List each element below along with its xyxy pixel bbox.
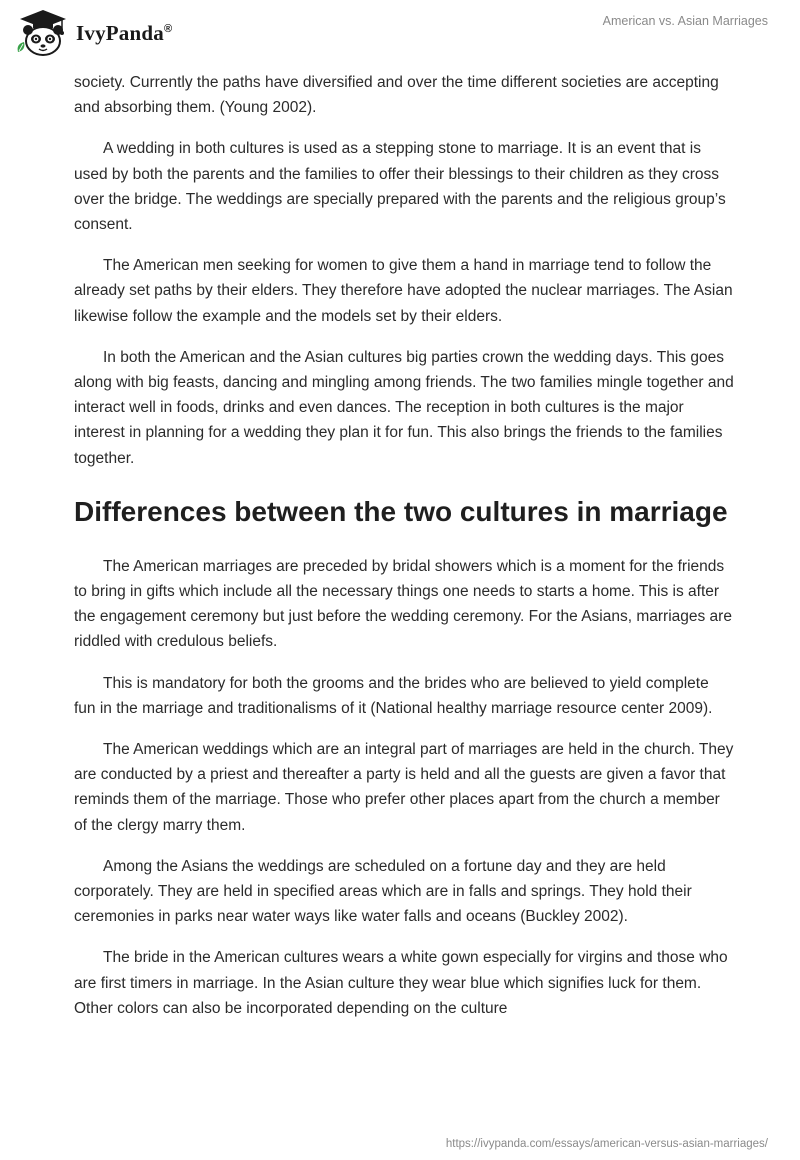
logo-name: IvyPanda xyxy=(76,20,164,45)
ivypanda-logo[interactable] xyxy=(14,8,194,58)
paragraph: This is mandatory for both the grooms and the brides who are believed to yield complete fun in the marriage and traditionalisms of it (National healthy marriage resource center 2009). xyxy=(74,674,713,717)
paragraph: The bride in the American cultures wears a white gown especially for virgins and those who are first timers in marriage. In the Asian culture they wear blue which signifies luck for them. Other colors can also be incorporated depending on the culture xyxy=(74,949,728,1017)
registered-mark: ® xyxy=(163,22,173,35)
logo-wordmark xyxy=(76,21,172,46)
essay-body xyxy=(74,70,734,1037)
paragraph: Among the Asians the weddings are scheduled on a fortune day and they are held corporately. They are held in specified areas which are in falls and springs. They hold their ceremonies in parks near water ways like water falls and oceans (Buckley 2002). xyxy=(74,857,692,926)
paragraph: The American weddings which are an integral part of marriages are held in the church. They are conducted by a priest and thereafter a party is held and all the guests are given a favor that reminds them of the marriage. Those who prefer other places apart from the church a member of the clergy marry them. xyxy=(74,741,734,834)
section-heading: Differences between the two cultures in marriage xyxy=(74,495,728,527)
panda-graduate-icon xyxy=(14,8,72,58)
paragraph: society. Currently the paths have diversified and over the time different societies are accepting and absorbing them. (Young 2002). xyxy=(74,74,719,117)
paragraph: In both the American and the Asian cultures big parties crown the wedding days. This goes along with big feasts, dancing and mingling among friends. The two families mingle together and interact well in foods, drinks and even dances. The reception in both cultures is the major interest in planning for a wedding they plan it for fun. This also brings the friends to the families together. xyxy=(74,348,734,467)
paragraph: The American men seeking for women to give them a hand in marriage tend to follow the already set paths by their elders. They therefore have adopted the nuclear marriages. The Asian likewise follow the example and the models set by their elders. xyxy=(74,257,733,325)
page-header xyxy=(0,0,800,70)
paragraph: The American marriages are preceded by bridal showers which is a moment for the friends to bring in gifts which include all the necessary things one needs to starts a home. This is after the engagement ceremony but just before the wedding ceremony. For the Asians, marriages are riddled with credulous beliefs. xyxy=(74,557,732,651)
document-title: American vs. Asian Marriages xyxy=(602,14,768,28)
source-url-link[interactable]: https://ivypanda.com/essays/american-versus-asian-marriages/ xyxy=(445,1138,768,1150)
paragraph: A wedding in both cultures is used as a stepping stone to marriage. It is an event that is used by both the parents and the families to offer their blessings to their children as they cross over the bridge. The weddings are specially prepared with the parents and the religious group’s consent. xyxy=(74,140,726,234)
